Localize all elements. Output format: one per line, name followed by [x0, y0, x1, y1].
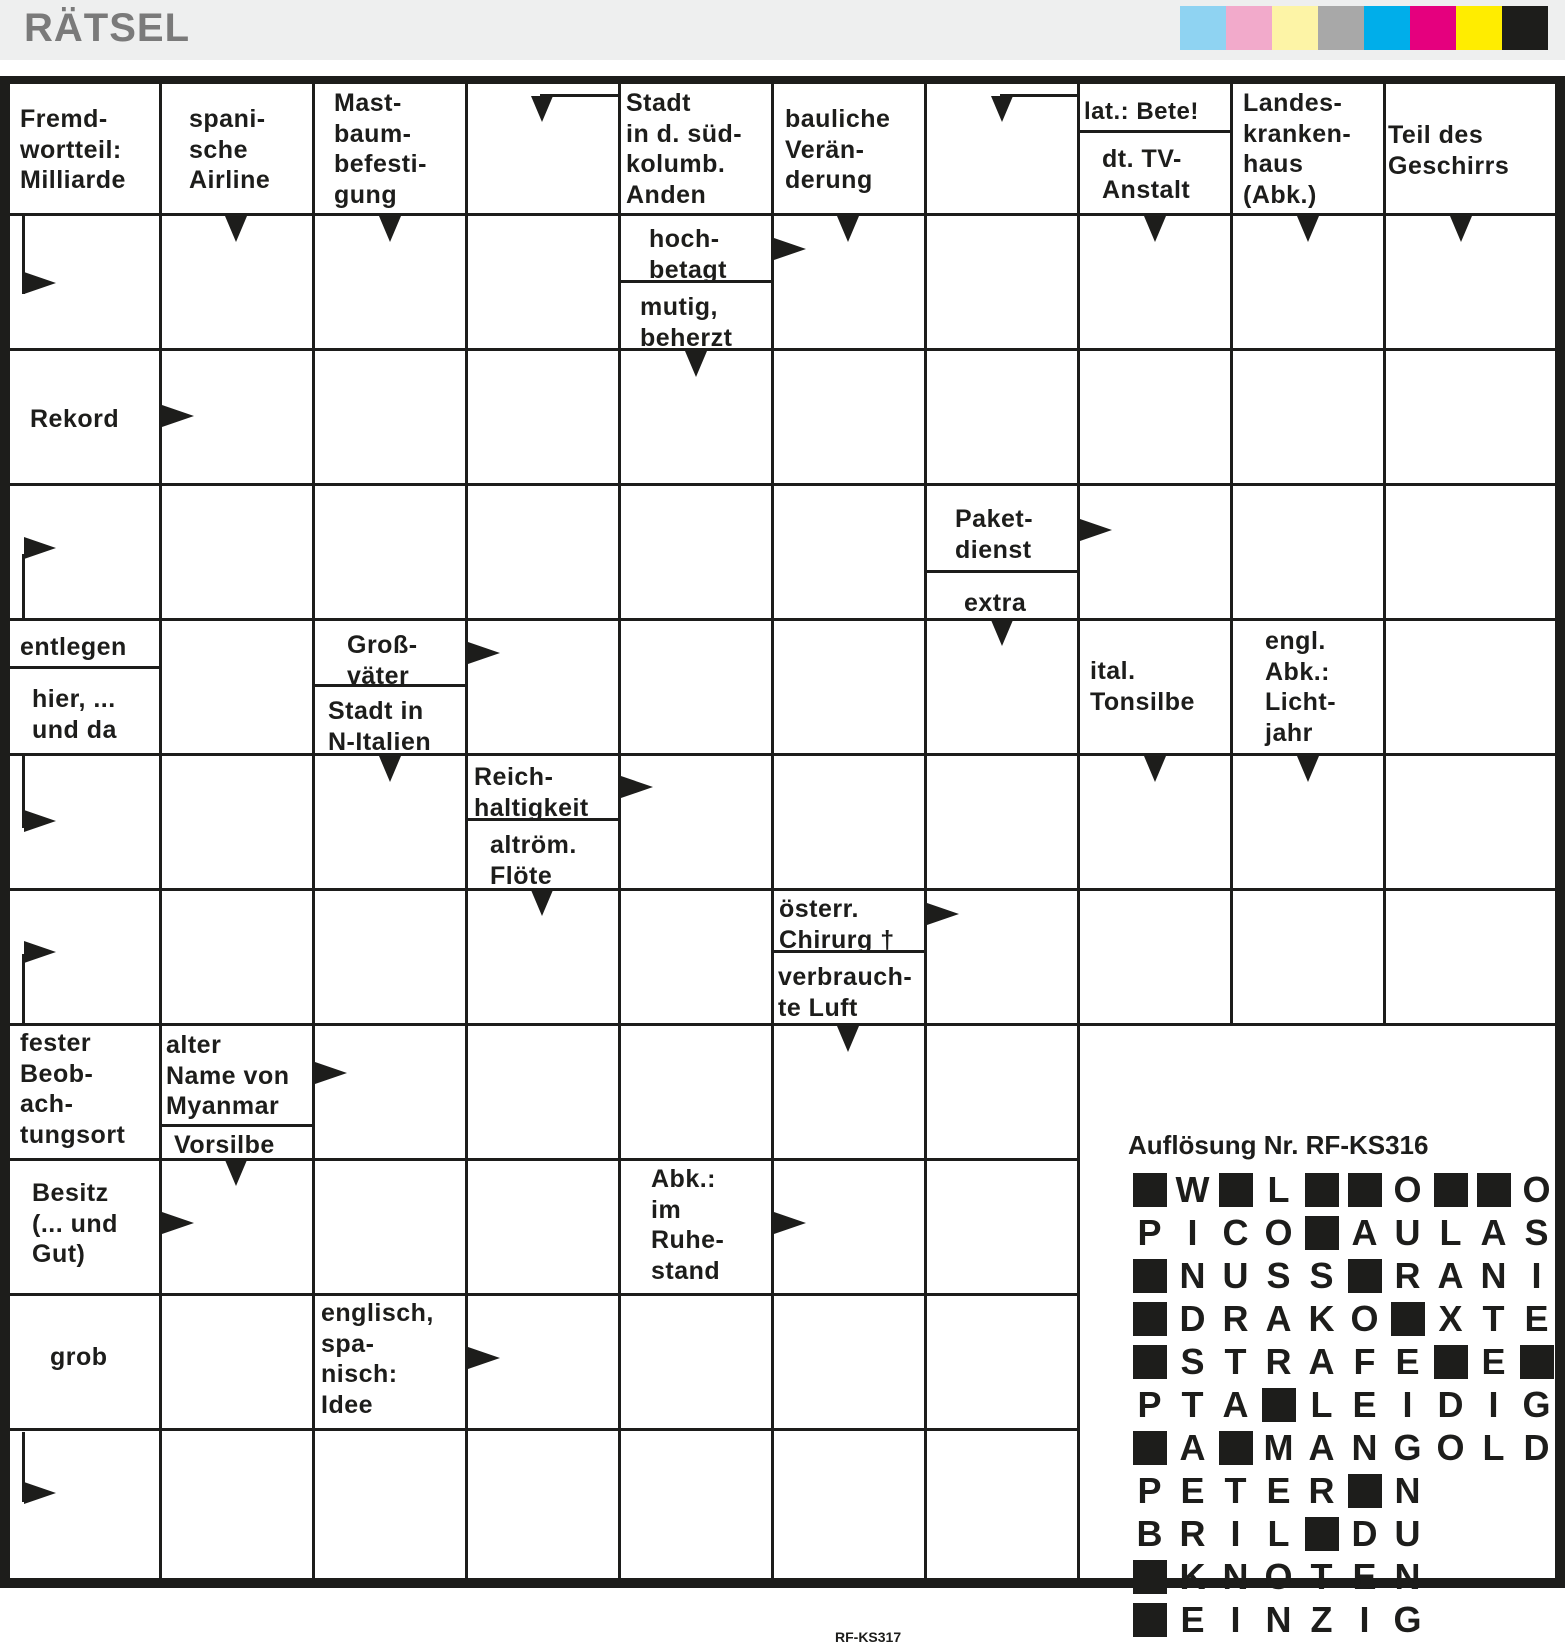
solution-letter: S [1180, 1340, 1205, 1382]
solution-block-fill [1262, 1388, 1296, 1422]
solution-letter: T [1310, 1555, 1333, 1597]
solution-letter: A [1437, 1254, 1464, 1296]
arrow-down-icon [1297, 756, 1319, 782]
page-title: RÄTSEL [24, 6, 190, 50]
solution-block-fill [1219, 1431, 1253, 1465]
solution-letter: S [1524, 1211, 1549, 1253]
solution-letter: T [1181, 1383, 1204, 1425]
clue-geschirr: Teil des Geschirrs [1388, 121, 1510, 180]
clue-stadt-italien: Stadt in N-Italien [328, 697, 432, 756]
arrow-right-icon [468, 642, 500, 664]
solution-block-fill [1219, 1173, 1253, 1207]
solution-letter: N [1222, 1555, 1249, 1597]
solution-letter: R [1179, 1512, 1206, 1554]
arrow-right-icon [24, 1482, 56, 1504]
arrow-right-icon [927, 903, 959, 925]
clue-hochbetagt: hoch- betagt [649, 225, 727, 284]
arrow-down-icon [991, 620, 1013, 646]
solution-block-fill [1133, 1302, 1167, 1336]
clue-lichtjahr: engl. Abk.: Licht- jahr [1265, 627, 1337, 747]
clue-besitz: Besitz (... und Gut) [32, 1179, 118, 1268]
solution-letter: Z [1310, 1598, 1333, 1640]
header-bar [0, 0, 1565, 60]
solution-block [1128, 1555, 1171, 1598]
solution-letter: A [1308, 1340, 1335, 1382]
solution-block-fill [1133, 1345, 1167, 1379]
solution-block-fill [1133, 1173, 1167, 1207]
solution-row [1128, 1340, 1558, 1383]
arrow-down-icon [379, 216, 401, 242]
clue-tv-anstalt: dt. TV- Anstalt [1102, 145, 1191, 204]
arrow-down-icon [225, 1160, 247, 1186]
solution-block [1128, 1254, 1171, 1297]
solution-block-fill [1305, 1173, 1339, 1207]
solution-letter: O [1436, 1426, 1465, 1468]
color-swatch-7 [1456, 6, 1502, 50]
color-swatch-2 [1226, 6, 1272, 50]
clue-verbrauchte-luft: verbrauch- te Luft [778, 963, 913, 1022]
solution-block-fill [1520, 1345, 1554, 1379]
solution-letter: E [1395, 1340, 1420, 1382]
arrow-right-icon [774, 238, 806, 260]
clue-mastbaum: Mast- baum- befesti- gung [334, 89, 427, 209]
crossword-grid [10, 84, 1555, 1645]
arrow-right-icon [24, 272, 56, 294]
clue-landeskrankenhaus: Landes- kranken- haus (Abk.) [1243, 89, 1352, 209]
solution-letter: T [1224, 1340, 1247, 1382]
clue-vorsilbe: Vorsilbe [174, 1131, 275, 1159]
solution-letter: U [1222, 1254, 1249, 1296]
solution-letter: N [1394, 1555, 1421, 1597]
solution-letter: E [1180, 1598, 1205, 1640]
solution-letter: U [1394, 1211, 1421, 1253]
solution-letter: O [1264, 1211, 1293, 1253]
solution-block [1128, 1297, 1171, 1340]
solution-letter: E [1352, 1555, 1377, 1597]
solution-row [1128, 1426, 1558, 1469]
solution-letter: E [1524, 1297, 1549, 1339]
clue-beobachtungsort: fester Beob- ach- tungsort [20, 1029, 126, 1149]
arrow-right-icon [162, 1212, 194, 1234]
clue-mutig: mutig, beherzt [640, 293, 733, 352]
solution-letter: R [1222, 1297, 1249, 1339]
solution-block-fill [1305, 1216, 1339, 1250]
solution-letter: L [1310, 1383, 1333, 1425]
solution-letter: C [1222, 1211, 1249, 1253]
solution-block-fill [1133, 1259, 1167, 1293]
solution-letter: A [1179, 1426, 1206, 1468]
solution-row [1128, 1254, 1558, 1297]
clue-idee: englisch, spa- nisch: Idee [321, 1299, 434, 1419]
solution-grid [1128, 1168, 1558, 1641]
solution-letter: I [1402, 1383, 1413, 1425]
solution-block-fill [1434, 1173, 1468, 1207]
arrow-down-icon [531, 890, 553, 916]
solution-letter: N [1265, 1598, 1292, 1640]
solution-letter: A [1222, 1383, 1249, 1425]
arrow-down-icon [1297, 216, 1319, 242]
clue-chirurg: österr. Chirurg † [779, 895, 895, 954]
arrow-right-icon [24, 941, 56, 963]
solution-letter: X [1438, 1297, 1463, 1339]
color-swatch-3 [1272, 6, 1318, 50]
solution-block [1386, 1297, 1429, 1340]
solution-block [1214, 1168, 1257, 1211]
crossword-frame [0, 76, 1565, 1645]
arrow-right-icon [315, 1062, 347, 1084]
clue-ruhestand: Abk.: im Ruhe- stand [651, 1165, 725, 1285]
clue-reichhaltigkeit: Reich- haltigkeit [474, 763, 589, 822]
arrow-down-icon [837, 216, 859, 242]
solution-row [1128, 1211, 1558, 1254]
clue-bete: lat.: Bete! [1084, 98, 1199, 125]
solution-letter: G [1522, 1383, 1551, 1425]
arrow-right-icon [162, 405, 194, 427]
color-swatch-8 [1502, 6, 1548, 50]
solution-block-fill [1305, 1517, 1339, 1551]
solution-letter: L [1439, 1211, 1462, 1253]
puzzle-code: RF-KS317 [835, 1629, 902, 1645]
clue-stadt-anden: Stadt in d. süd- kolumb. Anden [626, 89, 743, 209]
solution-block-fill [1391, 1302, 1425, 1336]
solution-block-fill [1133, 1431, 1167, 1465]
solution-block [1343, 1254, 1386, 1297]
solution-row [1128, 1297, 1558, 1340]
solution-letter: B [1136, 1512, 1163, 1554]
solution-letter: G [1393, 1598, 1422, 1640]
solution-block-fill [1133, 1560, 1167, 1594]
solution-row [1128, 1555, 1558, 1598]
arrow-stem [22, 554, 25, 619]
clue-grossvaeter: Groß- väter [347, 631, 418, 690]
solution-letter: E [1352, 1383, 1377, 1425]
clue-grob: grob [50, 1343, 108, 1371]
solution-letter: G [1393, 1426, 1422, 1468]
solution-letter: D [1437, 1383, 1464, 1425]
solution-letter: P [1137, 1211, 1162, 1253]
solution-letter: I [1187, 1211, 1198, 1253]
solution-letter: R [1265, 1340, 1292, 1382]
solution-letter: E [1266, 1469, 1291, 1511]
color-swatch-6 [1410, 6, 1456, 50]
arrow-right-icon [24, 810, 56, 832]
solution-block [1300, 1512, 1343, 1555]
solution-block [1429, 1168, 1472, 1211]
clue-rekord: Rekord [30, 405, 120, 433]
solution-letter: D [1179, 1297, 1206, 1339]
solution-letter: A [1308, 1426, 1335, 1468]
solution-block [1300, 1211, 1343, 1254]
solution-letter: K [1179, 1555, 1206, 1597]
solution-block [1128, 1598, 1171, 1641]
solution-row [1128, 1168, 1558, 1211]
solution-block [1429, 1340, 1472, 1383]
solution-letter: A [1265, 1297, 1292, 1339]
clue-floete: altröm. Flöte [490, 831, 577, 890]
solution-letter: W [1175, 1168, 1210, 1210]
arrow-down-icon [379, 756, 401, 782]
solution-letter: S [1266, 1254, 1291, 1296]
solution-block [1214, 1426, 1257, 1469]
solution-letter: A [1480, 1211, 1507, 1253]
solution-letter: N [1480, 1254, 1507, 1296]
solution-letter: I [1531, 1254, 1542, 1296]
solution-letter: E [1481, 1340, 1506, 1382]
solution-block-fill [1133, 1603, 1167, 1637]
solution-letter: F [1353, 1340, 1376, 1382]
solution-letter: I [1488, 1383, 1499, 1425]
color-calibration-bar [1180, 6, 1548, 50]
solution-letter: M [1263, 1426, 1294, 1468]
clue-extra: extra [964, 589, 1027, 617]
arrow-right-icon [774, 1212, 806, 1234]
solution-letter: N [1351, 1426, 1378, 1468]
solution-block [1128, 1340, 1171, 1383]
arrow-down-icon [1144, 216, 1166, 242]
arrow-right-icon [621, 776, 653, 798]
color-swatch-5 [1364, 6, 1410, 50]
solution-letter: S [1309, 1254, 1334, 1296]
solution-block-fill [1434, 1345, 1468, 1379]
arrow-right-icon [24, 537, 56, 559]
solution-block [1128, 1426, 1171, 1469]
arrow-down-icon [991, 96, 1013, 122]
solution-letter: D [1351, 1512, 1378, 1554]
arrow-down-icon [837, 1026, 859, 1052]
solution-letter: R [1308, 1469, 1335, 1511]
clue-airline: spani- sche Airline [189, 105, 271, 194]
solution-row [1128, 1383, 1558, 1426]
solution-row [1128, 1469, 1558, 1512]
solution-letter: U [1394, 1512, 1421, 1554]
arrow-down-icon [225, 216, 247, 242]
solution-block [1128, 1168, 1171, 1211]
arrow-stem [22, 954, 25, 1024]
clue-paketdienst: Paket- dienst [955, 505, 1034, 564]
solution-letter: K [1308, 1297, 1335, 1339]
solution-title: Auflösung Nr. RF-KS316 [1128, 1130, 1429, 1160]
solution-letter: T [1482, 1297, 1505, 1339]
solution-letter: O [1264, 1555, 1293, 1597]
clue-bauliche: bauliche Verän- derung [785, 105, 891, 194]
solution-letter: I [1359, 1598, 1370, 1640]
solution-letter: D [1523, 1426, 1550, 1468]
solution-letter: P [1137, 1469, 1162, 1511]
solution-letter: L [1267, 1512, 1290, 1554]
clue-entlegen: entlegen [20, 633, 127, 661]
solution-block [1515, 1340, 1558, 1383]
solution-letter: T [1224, 1469, 1247, 1511]
clue-hier-und-da: hier, ... und da [32, 685, 117, 744]
arrow-down-icon [531, 96, 553, 122]
solution-block [1257, 1383, 1300, 1426]
clue-fremdwortteil: Fremd- wortteil: Milliarde [20, 105, 126, 194]
solution-letter: I [1230, 1512, 1241, 1554]
arrow-right-icon [1080, 519, 1112, 541]
solution-row [1128, 1512, 1558, 1555]
solution-block [1472, 1168, 1515, 1211]
solution-letter: O [1522, 1168, 1551, 1210]
clue-myanmar: alter Name von Myanmar [166, 1031, 290, 1120]
solution-letter: N [1179, 1254, 1206, 1296]
solution-block [1343, 1168, 1386, 1211]
solution-block-fill [1348, 1474, 1382, 1508]
solution-row [1128, 1598, 1558, 1641]
solution-letter: L [1482, 1426, 1505, 1468]
arrow-right-icon [468, 1347, 500, 1369]
solution-letter: P [1137, 1383, 1162, 1425]
solution-block [1343, 1469, 1386, 1512]
solution-block-fill [1348, 1259, 1382, 1293]
clue-tonsilbe: ital. Tonsilbe [1090, 657, 1195, 716]
solution-letter: R [1394, 1254, 1421, 1296]
solution-block-fill [1477, 1173, 1511, 1207]
solution-letter: I [1230, 1598, 1241, 1640]
solution-block [1300, 1168, 1343, 1211]
solution-letter: A [1351, 1211, 1378, 1253]
solution-letter: O [1350, 1297, 1379, 1339]
solution-letter: N [1394, 1469, 1421, 1511]
arrow-down-icon [1144, 756, 1166, 782]
arrow-down-icon [1450, 216, 1472, 242]
color-swatch-4 [1318, 6, 1364, 50]
arrow-down-icon [685, 351, 707, 377]
solution-block-fill [1348, 1173, 1382, 1207]
solution-letter: L [1267, 1168, 1290, 1210]
solution-letter: O [1393, 1168, 1422, 1210]
solution-letter: E [1180, 1469, 1205, 1511]
color-swatch-1 [1180, 6, 1226, 50]
